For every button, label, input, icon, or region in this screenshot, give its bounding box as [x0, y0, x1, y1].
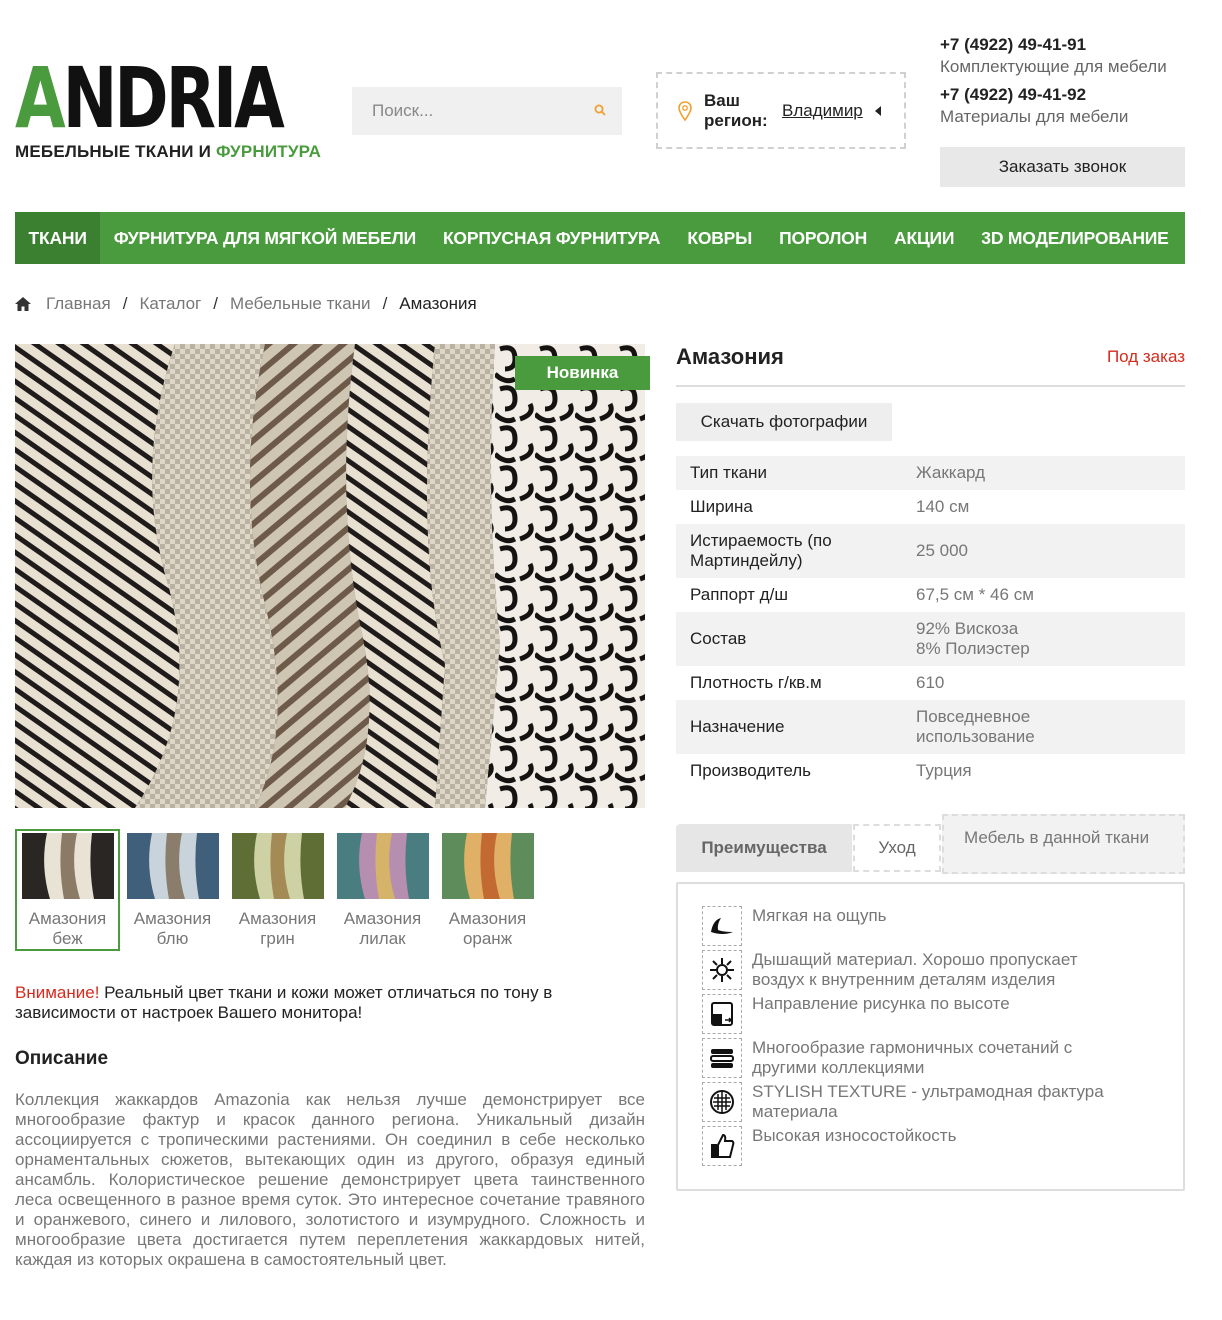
list-item [702, 950, 1132, 990]
spec-key: Раппорт д/ш [690, 585, 788, 604]
download-photos-button[interactable]: Скачать фотографии [676, 403, 892, 441]
availability-status: Под заказ [1106, 347, 1185, 366]
contact-phones [940, 34, 1190, 134]
spec-key: Назначение [690, 717, 785, 736]
thumbnail-image [232, 833, 324, 899]
feather-icon [702, 906, 742, 946]
thumbnail-beige[interactable] [15, 829, 120, 951]
search-input[interactable] [352, 101, 572, 121]
nav-item-fabrics[interactable]: ТКАНИ [15, 212, 100, 264]
list-item [702, 994, 1132, 1034]
spec-row [676, 666, 1185, 700]
search-box [352, 87, 622, 135]
list-item [702, 1038, 1132, 1078]
spec-row [676, 456, 1185, 490]
breadcrumb-separator: / [213, 294, 218, 313]
region-label: Ваш регион: [704, 90, 768, 130]
thumbnail-blue[interactable] [120, 829, 225, 951]
nav-item-upholstery-fittings[interactable]: ФУРНИТУРА ДЛЯ МЯГКОЙ МЕБЕЛИ [113, 228, 416, 248]
spec-value: 67,5 см * 46 см [916, 585, 1034, 604]
advantages-panel [676, 882, 1185, 1191]
thumbnail-label: Амазония блю [133, 909, 212, 948]
advantage-text: STYLISH TEXTURE - ультрамодная фактура материала [752, 1082, 1104, 1121]
spec-key: Тип ткани [690, 463, 767, 482]
nav-item-3d-modeling[interactable]: 3D МОДЕЛИРОВАНИЕ [981, 228, 1169, 248]
home-icon[interactable] [15, 297, 31, 311]
spec-row [676, 612, 1185, 666]
tab-care[interactable]: Уход [853, 824, 941, 872]
spec-key: Плотность г/кв.м [690, 673, 822, 692]
advantage-text: Мягкая на ощупь [752, 906, 887, 925]
region-city-link[interactable]: Владимир [782, 100, 863, 120]
breadcrumb-home[interactable]: Главная [46, 294, 111, 313]
breadcrumb-separator: / [122, 294, 128, 313]
breadcrumb-catalog[interactable]: Каталог [139, 294, 202, 313]
spec-key: Состав [690, 629, 747, 648]
nav-item-promotions[interactable]: АКЦИИ [894, 228, 955, 248]
phone-1[interactable]: +7 (4922) 49-41-91 [940, 35, 1087, 54]
advantage-text: Многообразие гармоничных сочетаний с другими коллекциями [752, 1038, 1073, 1077]
list-item [702, 906, 1132, 946]
tab-advantages[interactable]: Преимущества [676, 824, 852, 872]
nav-item-cabinet-fittings[interactable]: КОРПУСНАЯ ФУРНИТУРА [442, 228, 661, 248]
fabric-stack-icon [702, 1038, 742, 1078]
spec-value: Турция [916, 761, 972, 780]
thumbnail-label: Амазония лилак [343, 909, 422, 948]
spec-row [676, 700, 1185, 754]
spec-value: Жаккард [916, 463, 986, 482]
spec-key: Истираемость (по Мартиндейлу) [690, 531, 832, 570]
caret-left-icon[interactable] [875, 106, 881, 116]
description-heading: Описание [15, 1048, 109, 1069]
thumbnail-image [337, 833, 429, 899]
color-warning [15, 983, 645, 1023]
thumbnail-orange[interactable] [435, 829, 540, 951]
breadcrumb-current: Амазония [399, 294, 477, 313]
breadcrumb-separator: / [382, 294, 388, 313]
site-logo[interactable] [15, 49, 325, 162]
thumbnail-list [15, 829, 540, 951]
thumbs-up-icon [702, 1126, 742, 1166]
nav-item-foam[interactable]: ПОРОЛОН [779, 228, 868, 248]
product-title: Амазония [676, 344, 784, 369]
thumbnail-lilac[interactable] [330, 829, 435, 951]
thumbnail-label: Амазония беж [28, 909, 107, 948]
logo-tagline: МЕБЕЛЬНЫЕ ТКАНИ И ФУРНИТУРА [15, 142, 322, 161]
thumbnail-label: Амазония грин [238, 909, 317, 948]
warning-text: Реальный цвет ткани и кожи может отличаться по тону в зависимости от настроек Вашего монитора! [15, 983, 553, 1022]
spec-row [676, 524, 1185, 578]
breadcrumb [15, 294, 477, 314]
breadcrumb-fabrics[interactable]: Мебельные ткани [230, 294, 371, 313]
spec-value: 92% Вискоза 8% Полиэстер [916, 619, 1030, 658]
callback-button[interactable]: Заказать звонок [940, 147, 1185, 187]
logo-wordmark: ANDRIA [15, 49, 282, 147]
region-selector[interactable] [656, 72, 906, 149]
spec-value: Повседневное использование [916, 707, 1035, 746]
warning-label: Внимание! [15, 983, 100, 1002]
thumbnail-green[interactable] [225, 829, 330, 951]
nav-item-carpets[interactable]: КОВРЫ [687, 228, 753, 248]
phone-2[interactable]: +7 (4922) 49-41-92 [940, 85, 1087, 104]
thumbnail-label: Амазония оранж [448, 909, 527, 948]
spec-table [676, 456, 1185, 788]
info-tabs [676, 824, 1185, 882]
list-item [702, 1082, 1132, 1122]
thumbnail-image [442, 833, 534, 899]
tab-furniture[interactable]: Мебель в данной ткани [942, 814, 1185, 874]
main-nav [15, 212, 1185, 264]
location-pin-icon [678, 101, 692, 121]
spec-row [676, 490, 1185, 524]
title-divider [676, 385, 1185, 387]
product-main-image[interactable] [15, 344, 645, 808]
spec-value: 610 [916, 673, 945, 692]
spec-key: Ширина [690, 497, 753, 516]
advantage-text: Направление рисунка по высоте [752, 994, 1010, 1013]
spec-row [676, 754, 1185, 788]
spec-key: Производитель [690, 761, 812, 780]
thumbnail-image [127, 833, 219, 899]
phone-1-note: Комплектующие для мебели [940, 57, 1167, 76]
description-text: Коллекция жаккардов Amazonia как нельзя лучше демонстрирует все многообразие фактур и красок данного региона. Уникальный дизайн ассоциируется с тропическими растениями. Он соединил в себе несколько орнаментальных сюжетов, вытекающих один из другого, образуя единый ансамбль. Колористическое решение демонстрирует цвета таинственного леса освещенного в разное время суток. Это интересное сочетание травяного и оранжевого, синего и лилового, золотистого и изумрудного. Сложность и многообразие цвета достигается путем переплетения жаккардовых нитей, каждая из которых окрашена в самостоятельный цвет. [15, 1090, 645, 1269]
phone-2-note: Материалы для мебели [940, 107, 1129, 126]
spec-row [676, 578, 1185, 612]
texture-icon [702, 1082, 742, 1122]
spec-value: 140 см [916, 497, 970, 516]
fabric-pattern-image [15, 344, 645, 808]
new-badge: Новинка [515, 356, 650, 390]
list-item [702, 1126, 1132, 1166]
fabric-roll-icon [702, 994, 742, 1034]
airflow-icon [702, 950, 742, 990]
thumbnail-image [22, 833, 114, 899]
advantage-text: Высокая износостойкость [752, 1126, 957, 1145]
advantage-text: Дышащий материал. Хорошо пропускает воздух к внутренним деталям изделия [752, 950, 1078, 989]
spec-value: 25 000 [916, 541, 968, 560]
search-icon[interactable] [594, 104, 606, 116]
